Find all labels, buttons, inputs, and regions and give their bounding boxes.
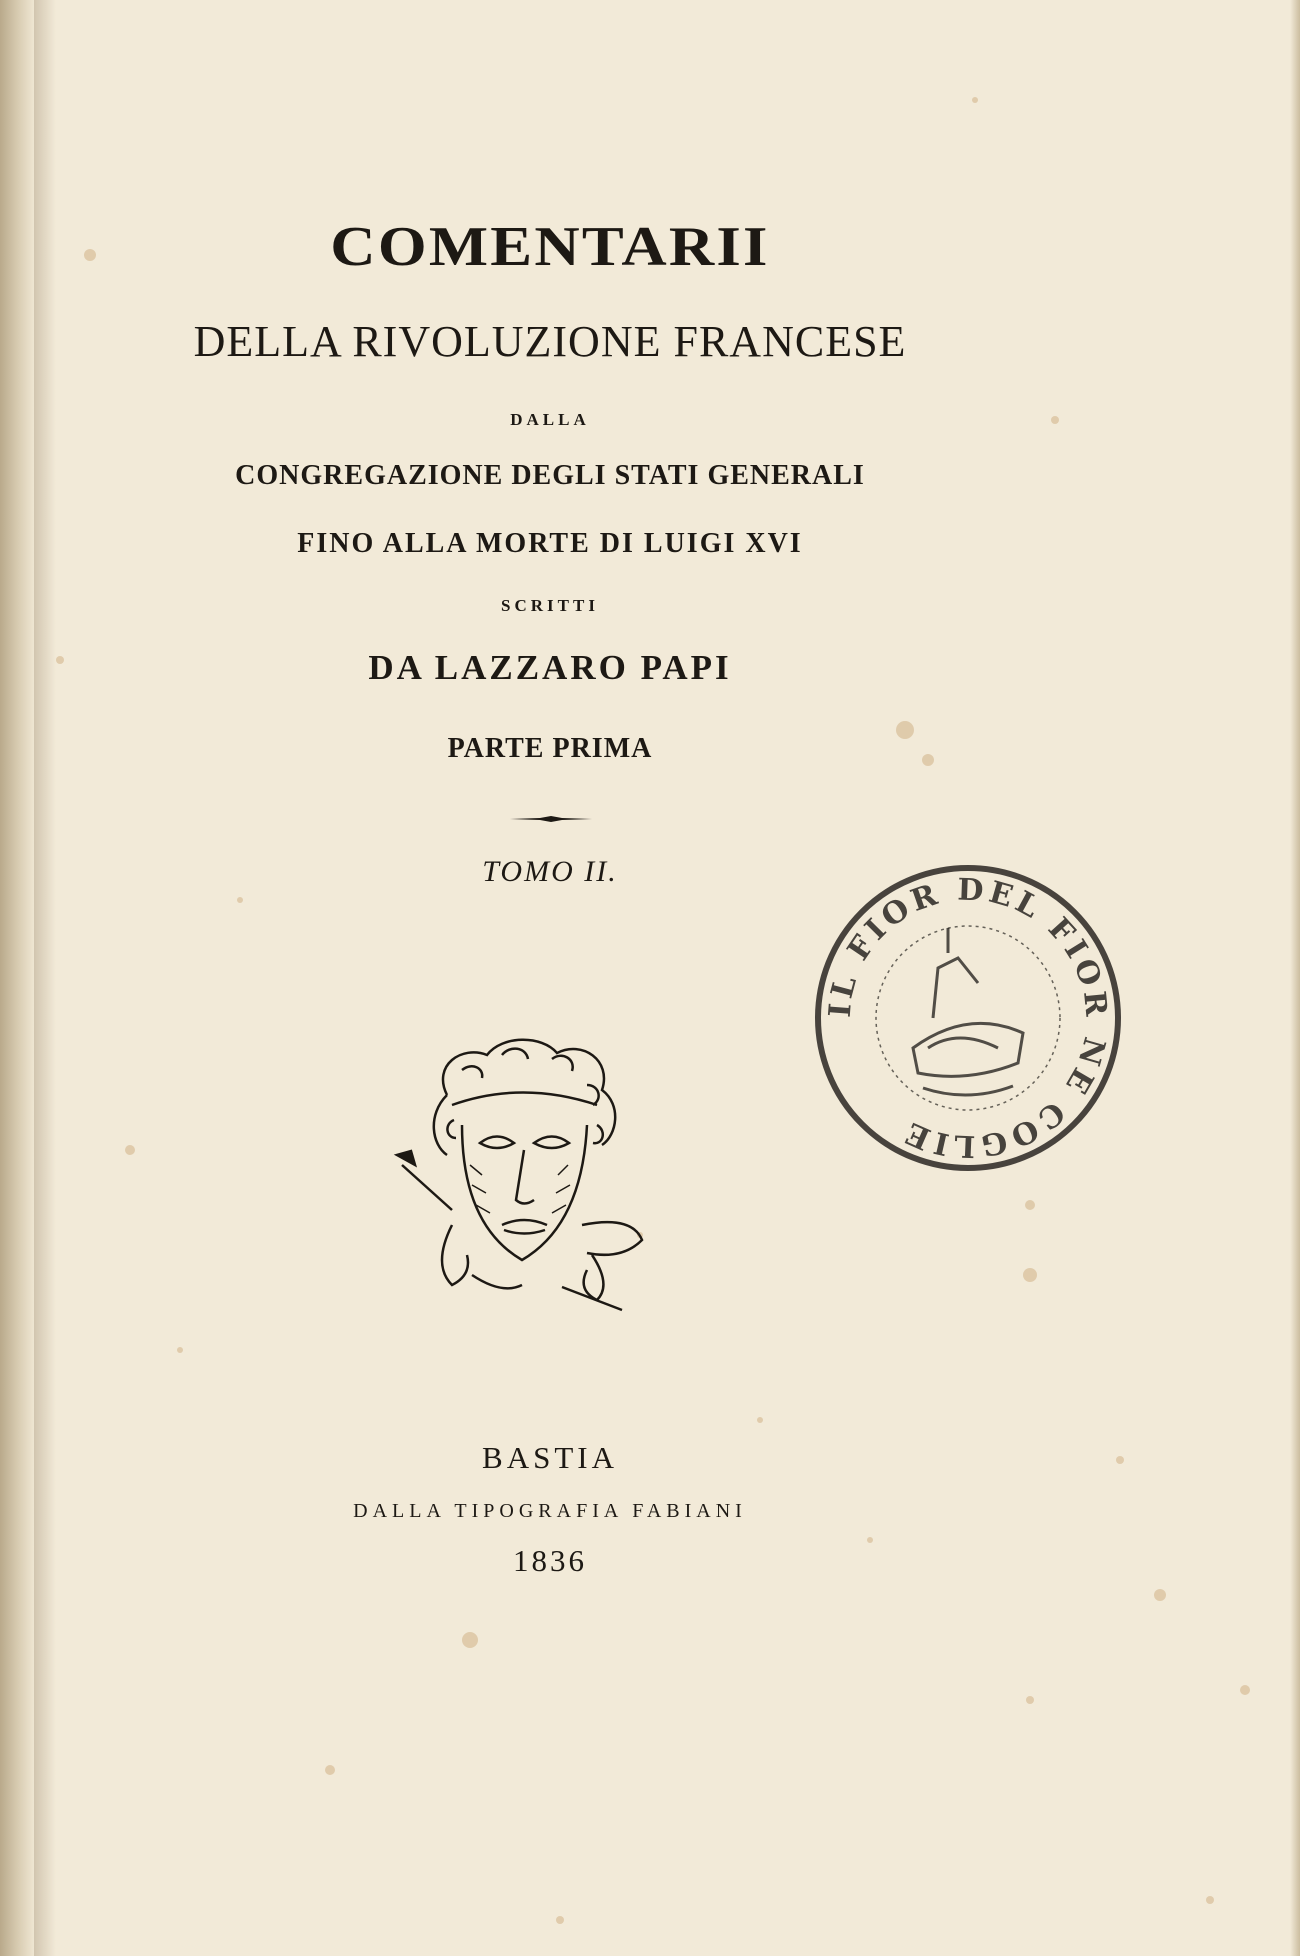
volume-label: TOMO II.: [482, 855, 618, 888]
library-stamp: [808, 858, 1128, 1178]
connector-text: DALLA: [510, 410, 590, 429]
page-edge: [1290, 0, 1300, 1956]
book-spine-shadow: [0, 0, 34, 1956]
book-title: COMENTARII: [330, 216, 770, 278]
part-label: PARTE PRIMA: [447, 733, 653, 764]
imprint-year: 1836: [513, 1543, 587, 1578]
title-line: CONGREGAZIONE DEGLI STATI GENERALI: [235, 460, 865, 491]
imprint-printer: DALLA TIPOGRAFIA FABIANI: [353, 1500, 747, 1522]
book-subtitle: DELLA RIVOLUZIONE FRANCESE: [193, 317, 907, 366]
author-name: DA LAZZARO PAPI: [368, 648, 732, 687]
stamp-legend: IL FIOR DEL FIOR NE COGLIE: [822, 872, 1114, 1164]
svg-text:IL FIOR DEL FIOR NE COGLIE: [823, 873, 1114, 1164]
imprint-place: BASTIA: [482, 1440, 618, 1475]
connector-text: SCRITTI: [501, 596, 599, 615]
title-line: FINO ALLA MORTE DI LUIGI XVI: [297, 528, 803, 559]
decorative-rule: [510, 815, 592, 823]
gutter-shadow: [34, 0, 56, 1956]
mask-vignette-illustration: [392, 1025, 652, 1315]
